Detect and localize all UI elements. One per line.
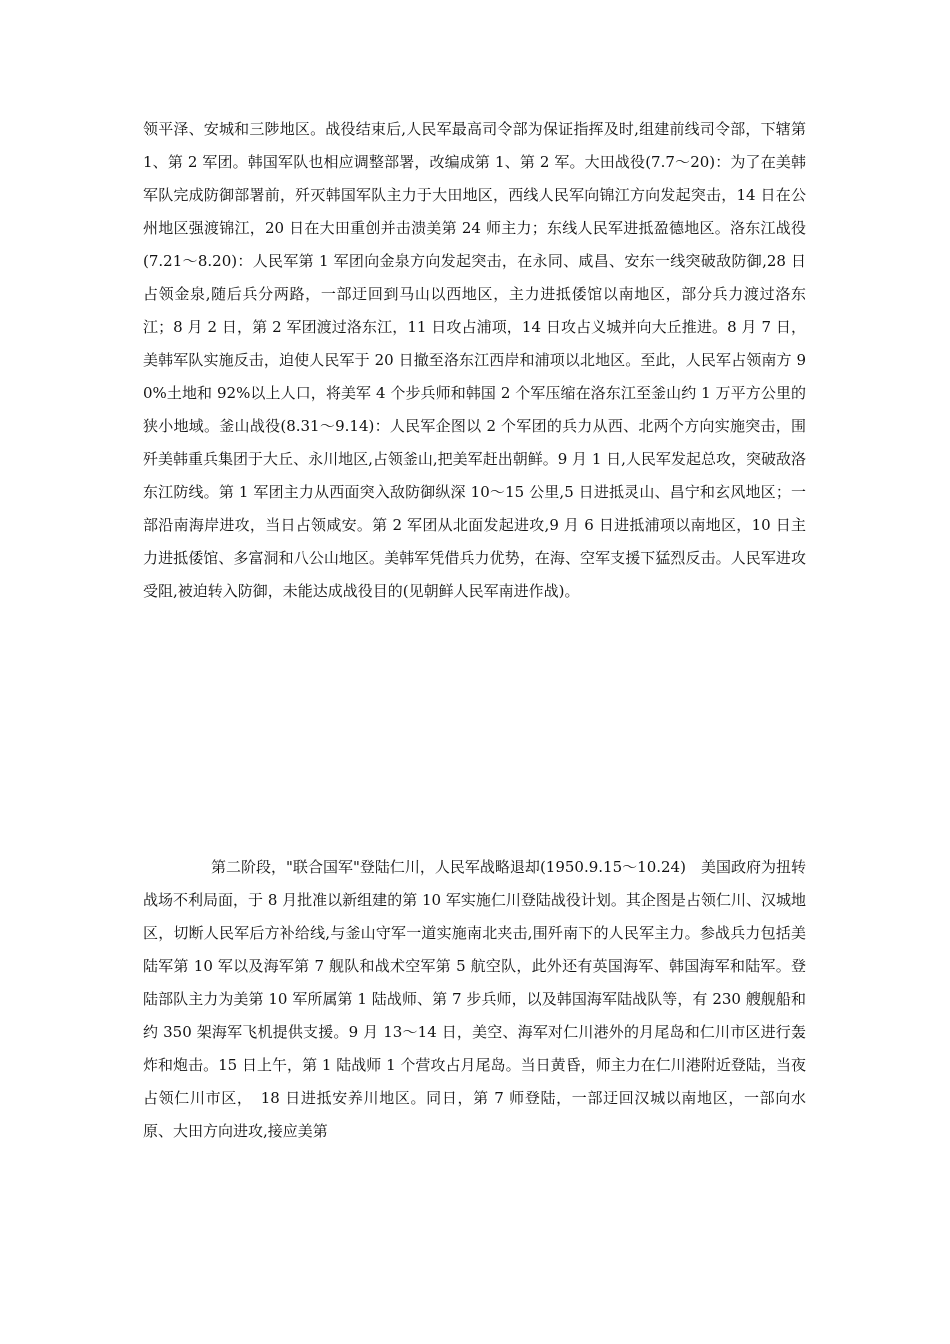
body-paragraph-1: 领平泽、安城和三陟地区。战役结束后,人民军最高司令部为保证指挥及时,组建前线司令部，下辖第 1、第 2 军团。韩国军队也相应调整部署，改编成第 1、第 2 军。大田战役(7.7～20)：为了在美韩军队完成防御部署前，歼灭韩国军队主力于大田地区，西线人民军向锦江方向发起突击，14 日在公州地区强渡锦江，20 日在大田重创并击溃美第 24 师主力；东线人民军进抵盈德地区。洛东江战役(7.21～8.20)：人民军第 1 军团向金泉方向发起突击，在永同、咸昌、安东一线突破敌防御,28 日占领金泉,随后兵分两路，一部迂回到马山以西地区，主力进抵倭馆以南地区，部分兵力渡过洛东江；8 月 2 日，第 2 军团渡过洛东江，11 日攻占浦项，14 日攻占义城并向大丘推进。8 月 7 日，美韩军队实施反击，迫使人民军于 20 日撤至洛东江西岸和浦项以北地区。至此，人民军占领南方 90%土地和 92%以上人口，将美军 4 个步兵师和韩国 2 个军压缩在洛东江至釜山约 1 万平方公里的狭小地域。釜山战役(8.31～9.14)：人民军企图以 2 个军团的兵力从西、北两个方向实施突击，围歼美韩重兵集团于大丘、永川地区,占领釜山,把美军赶出朝鲜。9 月 1 日,人民军发起总攻，突破敌洛东江防线。第 1 军团主力从西面突入敌防御纵深 10～15 公里,5 日进抵灵山、昌宁和玄风地区；一部沿南海岸进攻，当日占领咸安。第 2 军团从北面发起进攻,9 月 6 日进抵浦项以南地区，10 日主力进抵倭馆、多富洞和八公山地区。美韩军凭借兵力优势，在海、空军支援下猛烈反击。人民军进攻受阻,被迫转入防御，未能达成战役目的(见朝鲜人民军南进作战)。 [143,120,806,600]
body-paragraph-2: 第二阶段，"联合国军"登陆仁川，人民军战略退却(1950.9.15～10.24) 美国政府为扭转战场不利局面，于 8 月批准以新组建的第 10 军实施仁川登陆战役计划。其企图是占领仁川、汉城地区，切断人民军后方补给线,与釜山守军一道实施南北夹击,围歼南下的人民军主力。参战兵力包括美陆军第 10 军以及海军第 7 舰队和战术空军第 5 航空队，此外还有英国海军、韩国海军和陆军。登陆部队主力为美第 10 军所属第 1 陆战师、第 7 步兵师，以及韩国海军陆战队等，有 230 艘舰船和约 350 架海军飞机提供支援。9 月 13～14 日，美空、海军对仁川港外的月尾岛和仁川市区进行轰炸和炮击。15 日上午，第 1 陆战师 1 个营攻占月尾岛。当日黄昏，师主力在仁川港附近登陆，当夜占领仁川市区， 18 日进抵安养川地区。同日，第 7 师登陆，一部迂回汉城以南地区，一部向水原、大田方向进攻,接应美第 [143,858,806,1140]
